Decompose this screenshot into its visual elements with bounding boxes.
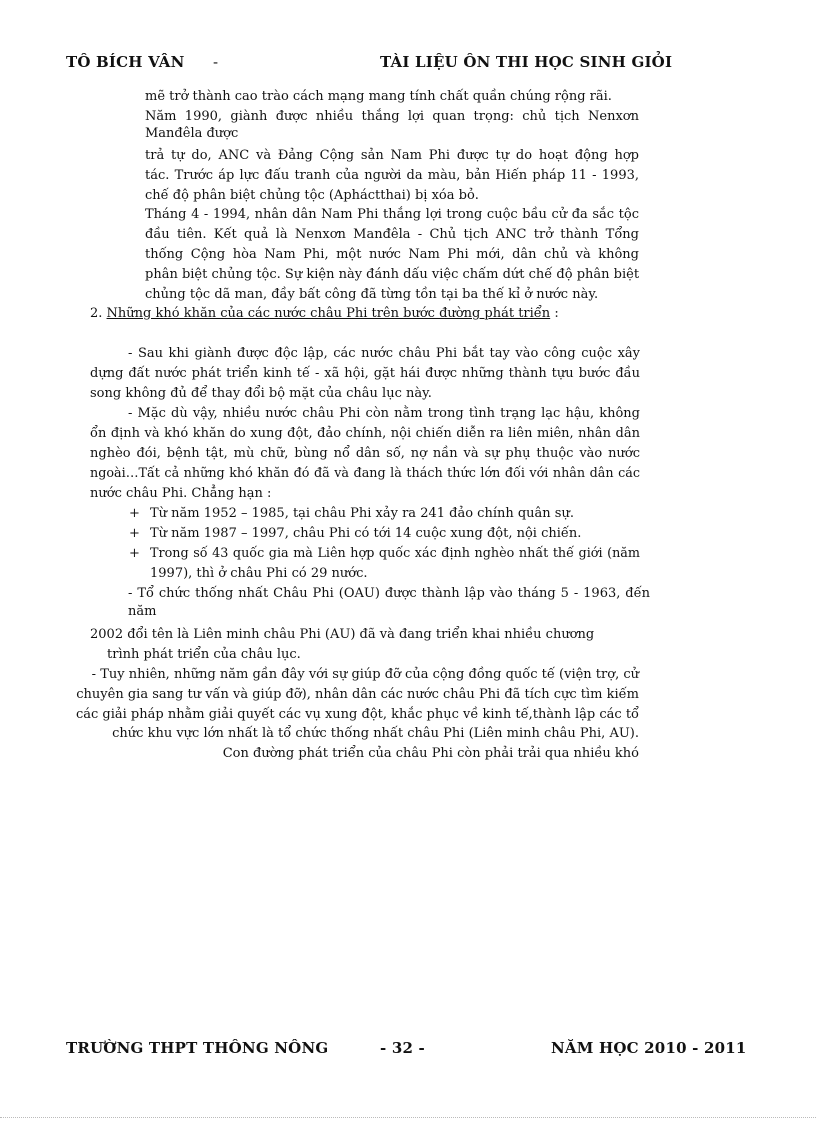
footer-school: TRƯỜNG THPT THÔNG NÔNG [66, 1039, 329, 1057]
p1-line: phân biệt chủng tộc. Sự kiện này đánh dấu việc chấm dứt chế độ phân biệt [145, 267, 640, 282]
p1-line: Tháng 4 - 1994, nhân dân Nam Phi thắng lợi trong cuộc bầu cử đa sắc tộc [145, 207, 639, 222]
p1-line: trả tự do, ANC và Đảng Cộng sản Nam Phi được tự do hoạt động hợp [145, 148, 639, 163]
p5-line: chuyên gia sang tư vấn và giúp đỡ), nhân dân các nước châu Phi đã tích cực tìm kiếm [76, 687, 639, 702]
footer-page-number: - 32 - [380, 1039, 425, 1057]
header-title: TÀI LIỆU ÔN THI HỌC SINH GIỎI [380, 53, 673, 71]
p5-line: Con đường phát triển của châu Phi còn phải trải qua nhiều khó [222, 746, 639, 761]
p3-line: ngoài…Tất cả những khó khăn đó đã và đang là thách thức lớn đối với nhân dân các [90, 466, 640, 481]
p2-line: dựng đất nước phát triển kinh tế - xã hội, gặt hái được những thành tựu bước đầu [90, 366, 640, 381]
p3-line: ổn định và khó khăn do xung đột, đảo chính, nội chiến diễn ra liên miên, nhân dân [90, 426, 640, 441]
p1-line: tác. Trước áp lực đấu tranh của người da màu, bản Hiến pháp 11 - 1993, [145, 168, 639, 183]
p1-line: Manđêla được [145, 126, 239, 141]
p5-line: các giải pháp nhằm giải quyết các vụ xung đột, khắc phục về kinh tế,thành lập các tổ [75, 707, 639, 722]
p1-line: chủng tộc dã man, đầy bất công đã từng tồn tại ba thế kỉ ở nước này. [145, 287, 599, 302]
section-number: 2. [90, 306, 103, 321]
p3-line: nước châu Phi. Chẳng hạn : [90, 486, 272, 501]
section-heading-suffix: : [554, 306, 559, 321]
p3-line: - Mặc dù vậy, nhiều nước châu Phi còn nằm trong tình trạng lạc hậu, không [128, 406, 640, 421]
footer-school-year: NĂM HỌC 2010 - 2011 [551, 1039, 747, 1057]
p5-line: chức khu vực lớn nhất là tổ chức thống nhất châu Phi (Liên minh châu Phi, AU). [112, 726, 639, 741]
bullet-item: Trong số 43 quốc gia mà Liên hợp quốc xác định nghèo nhất thế giới (năm [150, 546, 640, 561]
bullet-marker: + [129, 546, 140, 561]
p4-line: trình phát triển của châu lục. [107, 647, 301, 662]
p4-line: năm [128, 604, 157, 619]
p1-line: mẽ trở thành cao trào cách mạng mang tính chất quần chúng rộng rãi. [145, 89, 612, 104]
p2-line: song không đủ để thay đổi bộ mặt của châu lục này. [90, 386, 432, 401]
p3-line: nghèo đói, bệnh tật, mù chữ, bùng nổ dân số, nợ nần và sự phụ thuộc vào nước [90, 446, 640, 461]
p1-line: thống Cộng hòa Nam Phi, một nước Nam Phi mới, dân chủ và không [145, 247, 639, 262]
bullet-marker: + [129, 506, 140, 521]
bullet-item: Từ năm 1987 – 1997, châu Phi có tới 14 cuộc xung đột, nội chiến. [150, 526, 582, 541]
bullet-marker: + [129, 526, 140, 541]
section-heading [90, 304, 559, 324]
p2-line: - Sau khi giành được độc lập, các nước châu Phi bắt tay vào công cuộc xây [128, 346, 640, 361]
header-author: TÔ BÍCH VÂN [66, 53, 185, 71]
bullet-item-continued: 1997), thì ở châu Phi có 29 nước. [150, 566, 368, 581]
header-dash: - [213, 53, 219, 71]
p5-line: - Tuy nhiên, những năm gần đây với sự giúp đỡ của cộng đồng quốc tế (viện trợ, cử [91, 667, 639, 682]
p1-line: chế độ phân biệt chủng tộc (Apháctthai) bị xóa bỏ. [145, 188, 479, 203]
p1-line: Năm 1990, giành được nhiều thắng lợi quan trọng: chủ tịch Nenxơn [145, 109, 639, 124]
p4-line: 2002 đổi tên là Liên minh châu Phi (AU) đã và đang triển khai nhiều chương [90, 627, 595, 642]
section-heading-text: Những khó khăn của các nước châu Phi trên bước đường phát triển [106, 306, 551, 321]
p1-line: đầu tiên. Kết quả là Nenxơn Manđêla - Chủ tịch ANC trở thành Tổng [145, 227, 639, 242]
bullet-item: Từ năm 1952 – 1985, tại châu Phi xảy ra 241 đảo chính quân sự. [150, 506, 574, 521]
bottom-divider [0, 1117, 816, 1118]
p4-line: - Tổ chức thống nhất Châu Phi (OAU) được thành lập vào tháng 5 - 1963, đến [128, 586, 650, 601]
